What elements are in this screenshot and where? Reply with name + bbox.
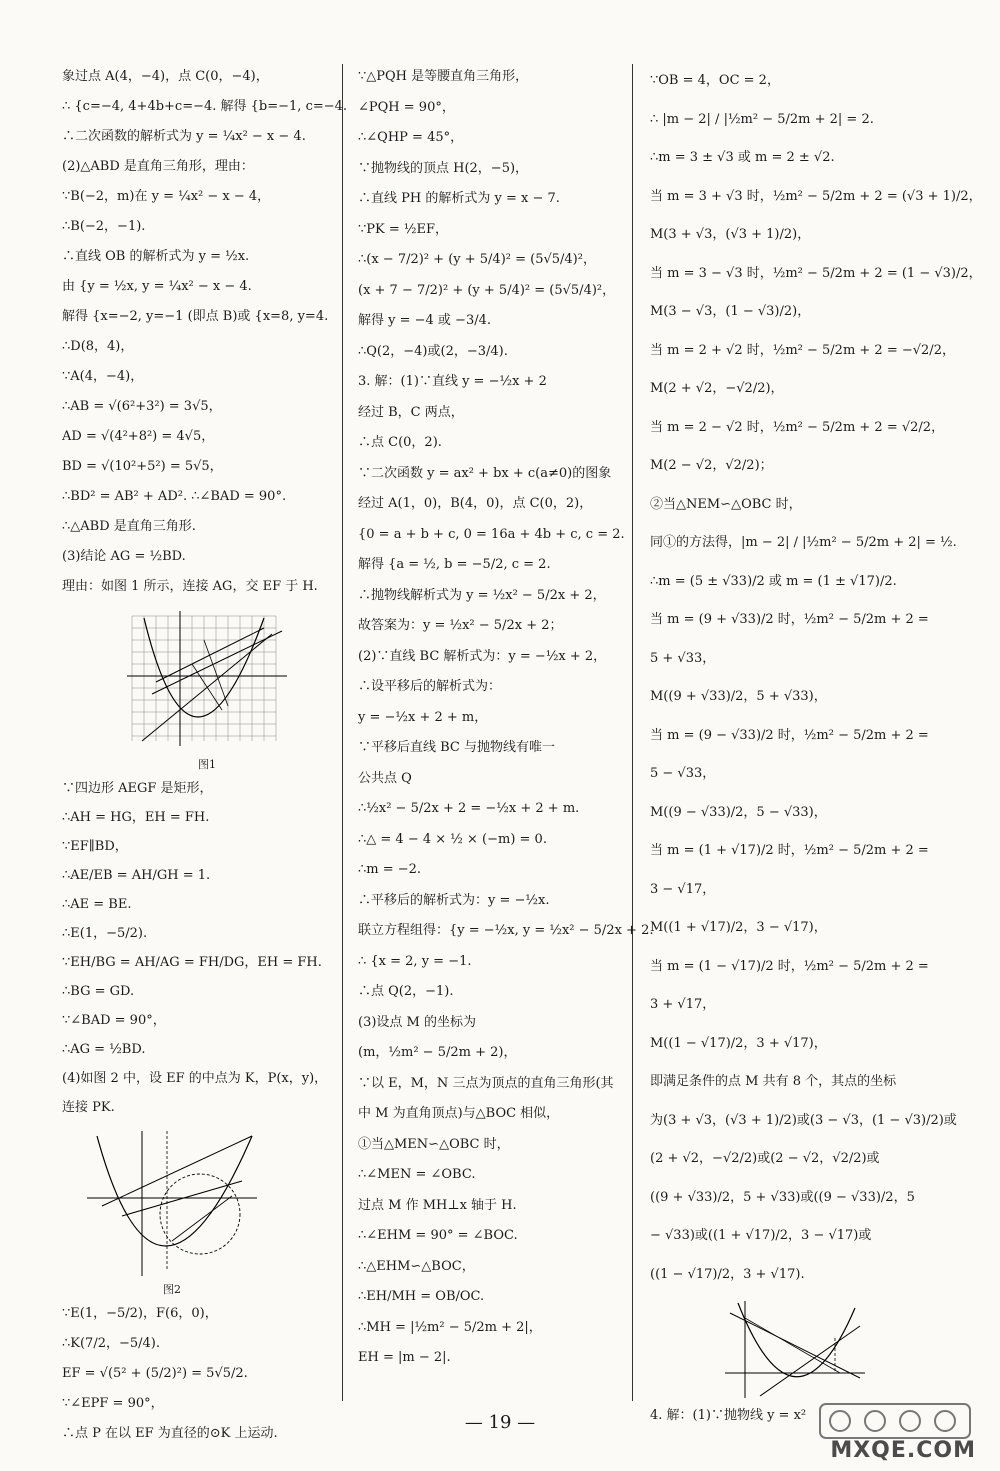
text-line: ∴设平移后的解析式为：: [358, 679, 502, 694]
text-line: 当 m = 2 + √2 时，½m² − 5/2m + 2 = −√2/2，: [650, 342, 955, 358]
text-line: M(2 + √2，−√2/2)，: [650, 381, 784, 396]
text-line: 当 m = (1 + √17)/2 时，½m² − 5/2m + 2 =: [650, 843, 929, 858]
text-line: ∵E(1，−5/2)，F(6，0)，: [62, 1306, 218, 1321]
text-line: M((9 + √33)/2，5 + √33)，: [650, 689, 827, 704]
text-line: ∵二次函数 y = ax² + bx + c(a≠0)的图象: [358, 465, 612, 481]
text-line: ∴平移后的解析式为：y = −½x.: [358, 892, 550, 908]
figure-1-graph: [122, 606, 292, 756]
text-line: − √33)或((1 + √17)/2，3 − √17)或: [650, 1228, 872, 1243]
text-line: M((1 + √17)/2，3 − √17)，: [650, 920, 827, 935]
text-line: ∵∠EPF = 90°，: [62, 1396, 164, 1411]
text-line: 当 m = (9 − √33)/2 时，½m² − 5/2m + 2 =: [650, 727, 929, 743]
text-line: ∴∠MEN = ∠OBC.: [358, 1167, 476, 1182]
text-line: ②当△NEM∽△OBC 时，: [650, 496, 802, 512]
text-line: ∴ |m − 2| / |½m² − 5/2m + 2| = 2.: [650, 111, 874, 127]
text-line: 经过 B，C 两点，: [358, 404, 464, 420]
col1-block-a: [62, 62, 348, 602]
figure-1: [122, 606, 292, 772]
figure-2-graph: [82, 1126, 262, 1281]
text-line: 3 + √17，: [650, 997, 716, 1012]
text-line: (3)结论 AG = ½BD.: [62, 549, 186, 564]
text-line: ①当△MEN∽△OBC 时，: [358, 1136, 510, 1152]
text-line: (2)∵直线 BC 解析式为：y = −½x + 2，: [358, 648, 607, 664]
text-line: 3 − √17，: [650, 881, 716, 897]
text-line: ∴m = (5 ± √33)/2 或 m = (1 ± √17)/2.: [650, 573, 897, 589]
text-line: ∵OB = 4，OC = 2，: [650, 73, 780, 88]
text-line: M((1 − √17)/2，3 + √17)，: [650, 1035, 827, 1051]
text-line: 理由：如图 1 所示，连接 AG，交 EF 于 H.: [62, 579, 318, 594]
text-line: ∴K(7/2，−5/4).: [62, 1336, 160, 1351]
text-line: ∵平移后直线 BC 与抛物线有唯一: [358, 740, 556, 755]
text-line: (2 + √2，−√2/2)或(2 − √2，√2/2)或: [650, 1151, 880, 1166]
text-line: ∵以 E，M，N 三点为顶点的直角三角形(其: [358, 1075, 614, 1091]
text-line: 公共点 Q: [358, 770, 412, 786]
figure-2: [82, 1126, 262, 1297]
text-line: 当 m = (1 − √17)/2 时，½m² − 5/2m + 2 =: [650, 958, 929, 974]
text-line: ∴D(8，4)，: [62, 339, 134, 354]
column-2: [358, 62, 654, 1411]
text-line: ∴EH/MH = OB/OC.: [358, 1289, 485, 1304]
col3-block-a: [650, 62, 982, 1294]
text-line: ∴ {c=−4, 4+4b+c=−4. 解得 {b=−1, c=−4.: [62, 99, 348, 114]
figure-2-caption: 图2: [163, 1283, 181, 1296]
col1-block-b: [62, 774, 334, 1122]
text-line: ∵EH/BG = AH/AG = FH/DG，EH = FH.: [62, 955, 322, 970]
text-line: ∠PQH = 90°，: [358, 99, 455, 115]
text-line: ∴Q(2，−4)或(2，−3/4).: [358, 343, 508, 359]
figure-1-caption: 图1: [198, 758, 216, 771]
text-line: ∴BG = GD.: [62, 984, 135, 999]
text-line: (x + 7 − 7/2)² + (y + 5/4)² = (5√5/4)²，: [358, 282, 616, 298]
text-line: ∴抛物线解析式为 y = ½x² − 5/2x + 2，: [358, 587, 606, 603]
text-line: EF = √(5² + (5/2)²) = 5√5/2.: [62, 1366, 248, 1381]
column-divider-1: [342, 64, 343, 1401]
text-line: ∴二次函数的解析式为 y = ¼x² − x − 4.: [62, 129, 306, 144]
text-line: 同①的方法得，|m − 2| / |½m² − 5/2m + 2| = ½.: [650, 535, 957, 550]
text-line: ∴AE/EB = AH/GH = 1.: [62, 868, 211, 883]
text-line: ∴点 C(0，2).: [358, 435, 442, 450]
text-line: ∴AH = HG，EH = FH.: [62, 810, 210, 825]
text-line: 当 m = (9 + √33)/2 时，½m² − 5/2m + 2 =: [650, 612, 929, 627]
text-line: 解得 {x=−2, y=−1 (即点 B)或 {x=8, y=4.: [62, 309, 329, 324]
text-line: ∴△ABD 是直角三角形.: [62, 519, 196, 534]
text-line: 解得 {a = ½, b = −5/2, c = 2.: [358, 557, 551, 572]
text-line: 由 {y = ½x, y = ¼x² − x − 4.: [62, 279, 252, 294]
text-line: ∴ {x = 2, y = −1.: [358, 953, 472, 969]
text-line: ∴∠EHM = 90° = ∠BOC.: [358, 1228, 518, 1243]
text-line: ((9 + √33)/2，5 + √33)或((9 − √33)/2，5: [650, 1189, 915, 1205]
text-line: 当 m = 2 − √2 时，½m² − 5/2m + 2 = √2/2，: [650, 419, 945, 435]
text-line: 5 − √33，: [650, 766, 716, 781]
text-line: ∵∠BAD = 90°，: [62, 1013, 166, 1028]
text-line: ∴BD² = AB² + AD². ∴∠BAD = 90°.: [62, 489, 287, 504]
text-line: ∴△ = 4 − 4 × ½ × (−m) = 0.: [358, 831, 547, 847]
text-line: (m，½m² − 5/2m + 2)，: [358, 1045, 517, 1060]
text-line: ∴(x − 7/2)² + (y + 5/4)² = (5√5/4)²，: [358, 252, 596, 267]
text-line: ∵A(4，−4)，: [62, 369, 144, 384]
text-line: (3)设点 M 的坐标为: [358, 1014, 476, 1030]
text-line: ∴m = 3 ± √3 或 m = 2 ± √2.: [650, 150, 835, 165]
text-line: ∴△EHM∽△BOC，: [358, 1258, 475, 1274]
text-line: ∴AB = √(6²+3²) = 3√5，: [62, 399, 222, 414]
text-line: ∴直线 OB 的解析式为 y = ½x.: [62, 249, 250, 264]
text-line: 中 M 为直角顶点)与△BOC 相似，: [358, 1106, 560, 1121]
text-line: BD = √(10²+5²) = 5√5，: [62, 459, 223, 474]
text-line: ∵PK = ½EF，: [358, 221, 448, 237]
text-line: 3. 解：(1)∵直线 y = −½x + 2: [358, 374, 547, 389]
text-line: ∴½x² − 5/2x + 2 = −½x + 2 + m.: [358, 801, 580, 816]
text-line: ∴直线 PH 的解析式为 y = x − 7.: [358, 191, 560, 206]
text-line: ∴E(1，−5/2).: [62, 926, 148, 941]
column-1: [62, 62, 348, 1441]
text-line: 为(3 + √3，(√3 + 1)/2)或(3 − √3，(1 − √3)/2)或: [650, 1112, 957, 1128]
text-line: M(3 − √3，(1 − √3)/2)，: [650, 304, 811, 319]
text-line: M(2 − √2，√2/2)；: [650, 458, 773, 473]
text-line: 经过 A(1，0)，B(4，0)，点 C(0，2)，: [358, 496, 593, 511]
text-line: 当 m = 3 − √3 时，½m² − 5/2m + 2 = (1 − √3)/2，: [650, 265, 982, 281]
text-line: 4. 解：(1)∵抛物线 y = x²: [650, 1408, 807, 1423]
text-line: ((1 − √17)/2，3 + √17).: [650, 1266, 805, 1282]
text-line: ∵△PQH 是等腰直角三角形，: [358, 69, 529, 84]
text-line: AD = √(4²+8²) = 4√5，: [62, 429, 215, 444]
text-line: ∴MH = |½m² − 5/2m + 2|，: [358, 1319, 542, 1335]
text-line: ∵B(−2，m)在 y = ¼x² − x − 4，: [62, 189, 271, 204]
text-line: EH = |m − 2|.: [358, 1350, 451, 1365]
text-line: 过点 M 作 MH⊥x 轴于 H.: [358, 1197, 517, 1213]
text-line: ∴AE = BE.: [62, 897, 132, 912]
column-3: [650, 62, 982, 1423]
text-line: 当 m = 3 + √3 时，½m² − 5/2m + 2 = (√3 + 1)/2，: [650, 188, 982, 204]
text-line: 故答案为：y = ½x² − 5/2x + 2；: [358, 618, 563, 633]
text-line: 解得 y = −4 或 −3/4.: [358, 313, 492, 328]
text-line: y = −½x + 2 + m，: [358, 709, 488, 725]
page-number: — 19 —: [464, 1412, 536, 1433]
text-line: ∴m = −2.: [358, 862, 422, 877]
text-line: M((9 − √33)/2，5 − √33)，: [650, 804, 827, 820]
text-line: ∵四边形 AEGF 是矩形，: [62, 781, 213, 796]
text-line: (4)如图 2 中，设 EF 的中点为 K，P(x，y)，: [62, 1071, 328, 1086]
text-line: ∴点 Q(2，−1).: [358, 984, 454, 999]
text-line: ∵EF∥BD，: [62, 839, 128, 854]
figure-3-graph: [720, 1298, 870, 1403]
text-line: {0 = a + b + c, 0 = 16a + 4b + c, c = 2.: [358, 526, 625, 542]
text-line: 5 + √33，: [650, 650, 716, 666]
text-line: ∴AG = ½BD.: [62, 1042, 146, 1057]
text-line: ∵抛物线的顶点 H(2，−5)，: [358, 160, 529, 176]
column-divider-2: [632, 64, 633, 1401]
watermark-site: MXQE.COM: [830, 1438, 976, 1463]
text-line: 即满足条件的点 M 共有 8 个，其点的坐标: [650, 1074, 897, 1089]
figure-3: [720, 1298, 870, 1403]
text-line: 象过点 A(4，−4)，点 C(0，−4)，: [62, 69, 269, 84]
text-line: ∴点 P 在以 EF 为直径的⊙K 上运动.: [62, 1426, 278, 1441]
text-line: ∴∠QHP = 45°，: [358, 130, 464, 145]
text-line: (2)△ABD 是直角三角形，理由：: [62, 159, 254, 174]
text-line: M(3 + √3，(√3 + 1)/2)，: [650, 227, 811, 242]
text-line: 联立方程组得：{y = −½x, y = ½x² − 5/2x + 2.: [358, 923, 654, 938]
text-line: ∴B(−2，−1).: [62, 219, 146, 234]
text-line: 连接 PK.: [62, 1100, 115, 1115]
